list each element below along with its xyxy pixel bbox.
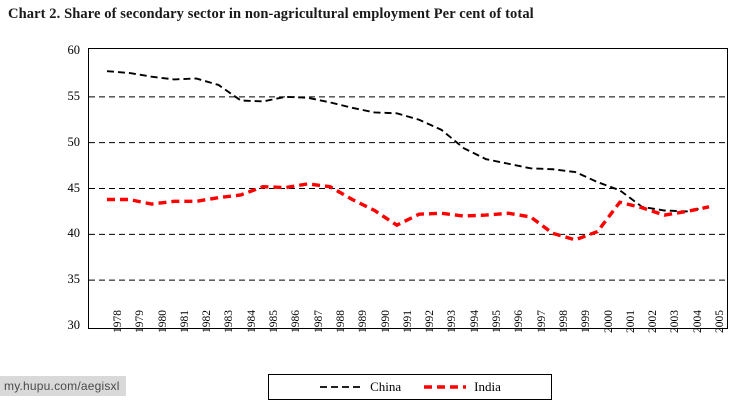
x-axis-label: 2003: [669, 310, 682, 333]
x-axis-label: 1991: [401, 310, 414, 333]
legend-label-china: China: [370, 379, 402, 394]
x-axis-label: 1995: [491, 310, 504, 333]
legend-item-china: [319, 379, 401, 395]
y-axis-label: 45: [67, 180, 80, 195]
x-axis-label: 2000: [602, 310, 615, 333]
y-axis-label: 55: [67, 88, 80, 103]
x-axis-label: 1993: [446, 310, 459, 333]
page-title: Chart 2. Share of secondary sector in non-agricultural employment Per cent of total: [8, 6, 534, 22]
watermark: my.hupu.com/aegisxl: [0, 376, 126, 396]
x-axis-label: 1983: [223, 310, 236, 333]
x-axis-label: 1999: [580, 310, 593, 333]
x-axis-label: 1987: [312, 310, 325, 333]
x-axis-label: 1984: [245, 310, 258, 333]
x-axis-label: 1981: [178, 310, 191, 333]
x-axis-label: 2002: [647, 310, 660, 333]
x-axis-label: 1989: [357, 310, 370, 333]
chart-legend: [268, 374, 552, 400]
series-line-india: [107, 184, 709, 240]
y-axis-label: 40: [67, 226, 80, 241]
series-lines: [107, 71, 709, 240]
legend-label-india: India: [474, 379, 501, 394]
plot-area: [88, 48, 728, 329]
gridlines: [89, 97, 727, 280]
x-axis-label: 1992: [424, 310, 437, 333]
x-axis-label: 1996: [513, 310, 526, 333]
x-axis-label: 2001: [624, 310, 637, 333]
legend-swatch-india: [423, 382, 467, 392]
y-axis-label: 35: [67, 272, 80, 287]
x-axis-label: 2005: [714, 310, 726, 333]
x-axis-label: 1988: [334, 310, 347, 333]
y-axis-label: 60: [67, 43, 80, 57]
x-axis-label: 1985: [268, 310, 281, 333]
y-axis-label: 30: [67, 318, 80, 332]
x-axis-label: 1990: [379, 310, 392, 333]
x-axis-label: 2004: [691, 310, 704, 333]
legend-swatch-china: [319, 382, 363, 392]
x-axis-label: 1979: [134, 310, 147, 333]
x-axis-label: 1994: [468, 310, 481, 333]
x-axis-label: 1998: [557, 310, 570, 333]
x-axis-label: 1997: [535, 310, 548, 333]
legend-item-india: [423, 379, 501, 395]
x-axis-label: 1986: [290, 310, 303, 333]
chart-svg: [89, 49, 727, 328]
y-axis-label: 50: [67, 134, 80, 149]
series-line-china: [107, 71, 709, 211]
x-axis-label: 1982: [201, 310, 214, 333]
x-axis-label: 1978: [112, 310, 124, 333]
x-axis-label: 1980: [156, 310, 169, 333]
